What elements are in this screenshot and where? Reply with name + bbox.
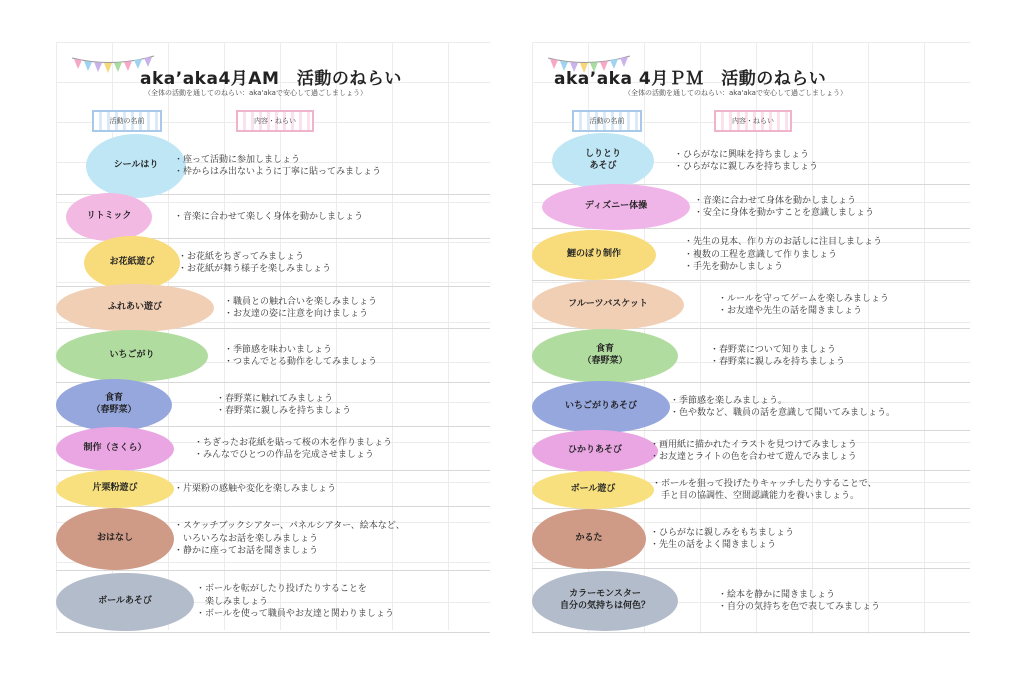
activity-aim-text: ・画用紙に描かれたイラストを見つけてみましょう ・お友達とライトの色を合わせて遊んでみましょう: [650, 439, 857, 462]
activity-name-oval: [542, 184, 690, 230]
activity-row: [532, 137, 970, 185]
activity-aim-text: ・ひらがなに親しみをもちましょう ・先生の話をよく聞きましょう: [650, 527, 795, 550]
activity-aim-text: ・春野菜について知りましょう ・春野菜に親しみを持ちましょう: [710, 344, 846, 367]
activity-name-oval: [532, 329, 678, 383]
activity-name-oval: [86, 134, 186, 198]
activity-name: ボール遊び: [570, 484, 616, 495]
am-activity-sheet: [56, 42, 490, 630]
activity-name: お花紙遊び: [109, 257, 155, 268]
activity-aim-text: ・ボールを転がしたり投げたりすることを 楽しみましょう ・ボールを使って職員やお友達と関わりましょう: [196, 584, 394, 620]
row-divider: [56, 632, 490, 633]
activity-row: [56, 287, 490, 329]
activity-row: [532, 329, 970, 383]
activity-name-oval: [56, 427, 174, 471]
activity-aim-text: ・先生の見本、作り方のお話しに注目しましょう ・複数の工程を意識して作りましょう ・手先を動かしましょう: [684, 237, 883, 273]
activity-aim-text: ・絵本を静かに聞きましょう ・自分の気持ちを色で表してみましょう: [718, 589, 881, 612]
activity-name: いちごがりあそび: [564, 401, 637, 412]
activity-name: しりとり あそび: [584, 149, 621, 171]
activity-name-oval: [56, 573, 194, 631]
activity-aim-text: ・職員との触れ合いを楽しみましょう ・お友達の姿に注意を向けましょう: [224, 296, 378, 319]
page-title: aka’aka4月AM 活動のねらい: [140, 69, 402, 89]
activity-name-oval: [532, 230, 656, 280]
activity-aim-text: ・ちぎったお花紙を貼って桜の木を作りましょう ・みんなでひとつの作品を完成させましょう: [194, 437, 393, 460]
activity-row: [56, 329, 490, 383]
activity-name: 食育 （春野菜）: [582, 344, 628, 366]
activity-row: [56, 383, 490, 427]
activity-row: [56, 507, 490, 571]
activity-name: ディズニー体操: [584, 201, 648, 212]
activity-name-oval: [532, 430, 658, 472]
activity-row: [56, 471, 490, 507]
activity-aim-text: ・ボールを狙って投げたりキャッチしたりすることで、 手と目の協調性、空間認識能力を養いましょう。: [652, 478, 877, 501]
activity-aim-text: ・季節感を楽しみましょう。 ・色や数など、職員の話を意識して聞いてみましょう。: [670, 395, 896, 418]
activity-aim-text: ・季節感を味わいましょう ・つまんでとる動作をしてみましょう: [224, 344, 378, 367]
column-header-content: 内容・ねらい: [714, 110, 792, 132]
activity-row: [532, 509, 970, 569]
activity-aim-text: ・ひらがなに興味を持ちましょう ・ひらがなに親しみを持ちましょう: [674, 149, 819, 172]
activity-name: ふれあい遊び: [107, 302, 162, 313]
page-subtitle: （全体の活動を通してのねらい：aka'akaで安心して過ごしましょう）: [144, 89, 367, 97]
activity-name: 制作（さくら）: [83, 443, 147, 454]
row-divider: [532, 632, 970, 633]
activity-row: [56, 427, 490, 471]
activity-aim-text: ・座って活動に参加しましょう ・枠からはみ出ないように丁寧に貼ってみましょう: [174, 154, 382, 177]
page-title: aka’aka 4月ＰＭ 活動のねらい: [554, 69, 827, 89]
activity-name-oval: [532, 381, 670, 433]
activity-name-oval: [552, 133, 654, 189]
activity-name: 食育 （春野菜）: [91, 393, 137, 415]
activity-row: [532, 281, 970, 329]
activity-name-oval: [66, 193, 152, 241]
activity-name: ボールあそび: [98, 596, 152, 607]
activity-name-oval: [532, 509, 646, 569]
activity-row: [56, 195, 490, 239]
activity-name: ひかりあそび: [567, 445, 622, 456]
column-header-content: 内容・ねらい: [236, 110, 314, 132]
column-header-name: 活動の名前: [572, 110, 642, 132]
page-subtitle: （全体の活動を通してのねらい：aka'akaで安心して過ごしましょう）: [624, 89, 847, 97]
activity-name-oval: [532, 280, 684, 330]
pm-activity-sheet: [532, 42, 970, 634]
activity-name-oval: [56, 379, 172, 431]
activity-aim-text: ・お花紙をちぎってみましょう ・お花紙が舞う様子を楽しみましょう: [178, 251, 332, 274]
activity-row: [532, 471, 970, 509]
activity-name: いちごがり: [109, 350, 155, 361]
activity-name-oval: [56, 284, 214, 332]
activity-aim-text: ・スケッチブックシアター、パネルシアター、絵本など、 いろいろなお話を楽しみましょう ・静かに座ってお話を聞きましょう: [174, 521, 405, 557]
activity-name: かるた: [575, 533, 603, 544]
activity-aim-text: ・ルールを守ってゲームを楽しみましょう ・お友達や先生の話を聞きましょう: [718, 293, 889, 316]
activity-name-oval: [84, 236, 180, 290]
activity-name: 鯉のぼり制作: [566, 249, 621, 260]
activity-aim-text: ・音楽に合わせて楽しく身体を動かしましょう: [174, 211, 364, 222]
activity-name-oval: [532, 471, 654, 509]
activity-aim-text: ・音楽に合わせて身体を動かしましょう ・安全に身体を動かすことを意識しましょう: [694, 195, 875, 218]
activity-aim-text: ・春野菜に触れてみましょう ・春野菜に親しみを持ちましょう: [216, 393, 352, 416]
activity-name: フルーツバスケット: [568, 299, 648, 310]
activity-name-oval: [56, 508, 174, 570]
activity-row: [532, 383, 970, 431]
activity-name: シールはり: [113, 160, 159, 171]
activity-name: 片栗粉遊び: [92, 483, 138, 494]
activity-name-oval: [56, 330, 208, 382]
activity-name: リトミック: [86, 211, 132, 222]
activity-row: [56, 239, 490, 287]
activity-name-oval: [56, 470, 174, 508]
activity-row: [56, 137, 490, 195]
activity-row: [532, 229, 970, 281]
activity-row: [532, 185, 970, 229]
activity-row: [532, 431, 970, 471]
column-header-name: 活動の名前: [92, 110, 162, 132]
activity-row: [56, 571, 490, 633]
activity-name: カラーモンスター 自分の気持ちは何色？: [559, 589, 650, 611]
activity-row: [532, 569, 970, 633]
activity-name: おはなし: [96, 533, 133, 544]
activity-aim-text: ・片栗粉の感触や変化を楽しみましょう: [174, 483, 337, 494]
activity-name-oval: [532, 571, 678, 631]
